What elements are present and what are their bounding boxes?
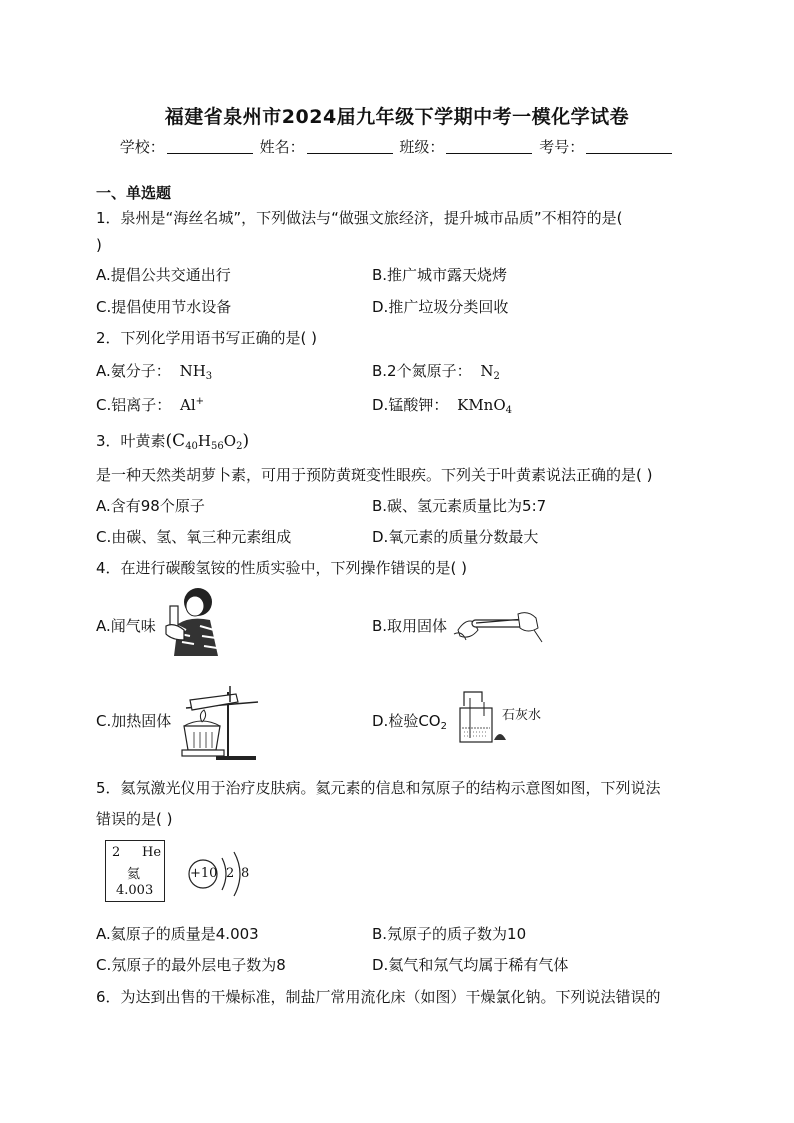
class-blank[interactable] <box>446 139 532 154</box>
q3-stem-text: 3．叶黄素 <box>96 432 166 450</box>
q2-option-d-label: D.锰酸钾： <box>372 396 449 414</box>
q4-option-a: A.闻气味 <box>96 617 156 635</box>
helium-element-card <box>105 840 165 902</box>
q4-option-d: D.检验$CO_2$ <box>372 712 447 732</box>
q4-option-c: C.加热固体 <box>96 712 172 730</box>
q2-option-c <box>96 394 204 415</box>
exam-title: 福建省泉州市2024届九年级下学期中考一模化学试卷 <box>164 106 630 128</box>
q2-option-d-formula: KMnO$_4$ <box>457 396 513 416</box>
q2-stem: 2．下列化学用语书写正确的是( ) <box>96 329 318 347</box>
q2-option-a-label: A.氨分子： <box>96 362 171 380</box>
q5-option-a: A.氦原子的质量是4.003 <box>96 925 259 943</box>
q1-option-d: D.推广垃圾分类回收 <box>372 298 509 316</box>
name-label: 姓名： <box>259 138 305 156</box>
school-label: 学校： <box>119 138 165 156</box>
section-heading: 一、单选题 <box>96 184 172 202</box>
q2-option-d <box>372 394 512 416</box>
q5-option-b: B.氖原子的质子数为10 <box>372 925 527 943</box>
student-info-line <box>0 136 794 157</box>
element-name: 氦 <box>127 867 141 882</box>
q3-option-b: B.碳、氢元素质量比为5:7 <box>372 497 547 515</box>
element-symbol: He <box>142 845 162 860</box>
q2-option-b-formula: $N_2$ <box>480 362 500 382</box>
q1-option-b: B.推广城市露天烧烤 <box>372 266 508 284</box>
q3-formula: $(C_{40}H_{56}O_2)$ <box>165 431 250 452</box>
smelling-illustration <box>160 586 222 658</box>
q5-option-c: C.氖原子的最外层电子数为8 <box>96 956 286 974</box>
q2-option-b-label: B.2个氮原子： <box>372 362 472 380</box>
q5-option-d: D.氦气和氖气均属于稀有气体 <box>372 956 569 974</box>
atomic-number: 2 <box>112 845 121 860</box>
q4-option-d-label: D.检验CO <box>372 712 441 730</box>
q1-stem: 1．泉州是“海丝名城”，下列做法与“做强文旅经济，提升城市品质”不相符的是( <box>96 209 623 227</box>
q3-option-c: C.由碳、氢、氧三种元素组成 <box>96 528 292 546</box>
q5-stem-line2: 错误的是( ) <box>96 810 173 828</box>
class-label: 班级： <box>399 138 445 156</box>
q1-stem-cont: ) <box>96 236 102 254</box>
q6-stem: 6．为达到出售的干燥标准，制盐厂常用流化床（如图）干燥氯化钠。下列说法错误的 <box>96 988 661 1006</box>
q3-option-a: A.含有98个原子 <box>96 497 205 515</box>
q4-stem: 4．在进行碳酸氢铵的性质实验中，下列操作错误的是( ) <box>96 559 468 577</box>
q2-option-b <box>372 360 500 382</box>
school-blank[interactable] <box>167 139 253 154</box>
q1-option-c: C.提倡使用节水设备 <box>96 298 232 316</box>
q3-stem <box>96 430 249 452</box>
q1-option-a: A.提倡公共交通出行 <box>96 266 231 284</box>
exam-no-label: 考号： <box>539 138 585 156</box>
limewater-label: 石灰水 <box>502 708 542 723</box>
q2-option-a <box>96 360 212 382</box>
shell-2-electrons: 8 <box>241 866 250 881</box>
q5-stem-line1: 5．氦氖激光仪用于治疗皮肤病。氦元素的信息和氖原子的结构示意图如图，下列说法 <box>96 779 661 797</box>
q2-option-a-formula: $NH_3$ <box>179 362 213 382</box>
q4-option-b: B.取用固体 <box>372 617 448 635</box>
taking-solid-illustration <box>452 600 544 644</box>
shell-1-electrons: 2 <box>226 866 235 881</box>
q2-option-c-label: C.铝离子： <box>96 396 172 414</box>
q3-stem-line2: 是一种天然类胡萝卜素，可用于预防黄斑变性眼疾。下列关于叶黄素说法正确的是( ) <box>96 466 653 484</box>
name-blank[interactable] <box>307 139 393 154</box>
atomic-mass: 4.003 <box>116 883 154 898</box>
q2-option-c-formula: Al+ <box>180 396 205 414</box>
nucleus-charge: +10 <box>190 866 218 881</box>
exam-no-blank[interactable] <box>586 139 672 154</box>
heating-setup-illustration <box>176 672 262 762</box>
q3-option-d: D.氧元素的质量分数最大 <box>372 528 539 546</box>
